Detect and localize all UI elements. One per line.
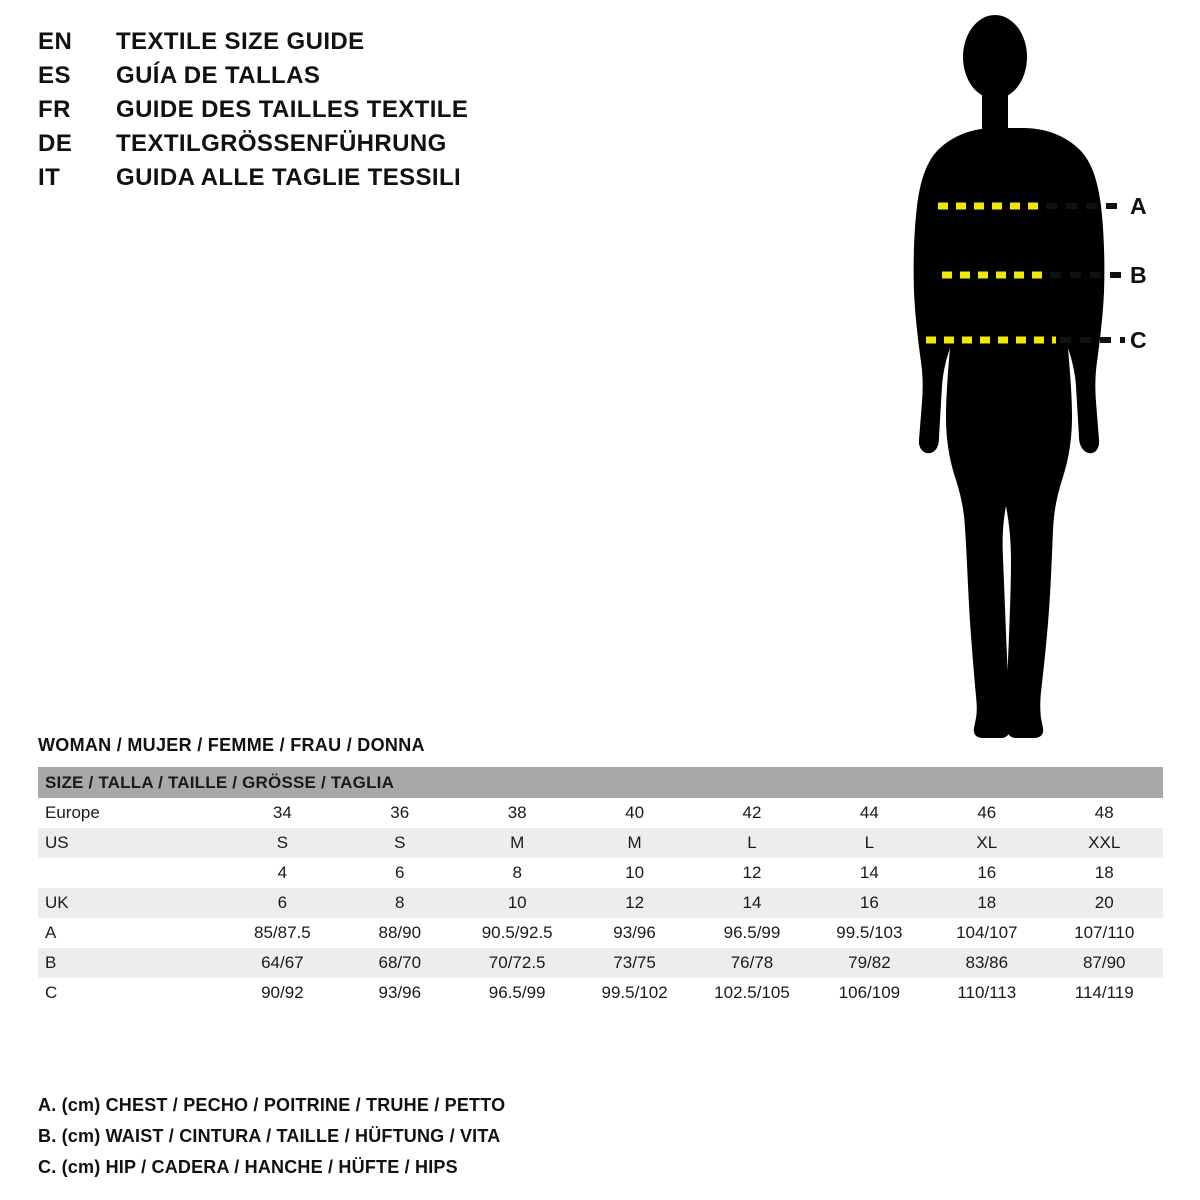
title-text-it: GUIDA ALLE TAGLIE TESSILI <box>116 164 462 191</box>
cell-europe-7: 48 <box>1046 798 1164 828</box>
cell-uk-2: 10 <box>458 888 575 918</box>
cell-usnum-2: 8 <box>458 858 575 888</box>
table-row <box>38 798 1163 828</box>
row-label-europe: Europe <box>38 798 224 828</box>
cell-us-0: S <box>224 828 341 858</box>
footnote-c: C. (cm) HIP / CADERA / HANCHE / HÜFTE / HIPS <box>38 1157 458 1177</box>
marker-label-b: B <box>1130 262 1147 288</box>
cell-b-3: 73/75 <box>576 948 693 978</box>
cell-uk-1: 8 <box>341 888 458 918</box>
cell-a-2: 90.5/92.5 <box>458 918 575 948</box>
cell-c-1: 93/96 <box>341 978 458 1008</box>
cell-b-7: 87/90 <box>1046 948 1164 978</box>
cell-a-7: 107/110 <box>1046 918 1164 948</box>
title-lang-es: ES <box>38 62 72 89</box>
cell-us-3: M <box>576 828 693 858</box>
cell-b-5: 79/82 <box>811 948 928 978</box>
cell-c-4: 102.5/105 <box>693 978 810 1008</box>
title-block <box>38 28 658 198</box>
measurement-figure <box>860 10 1190 750</box>
title-text-de: TEXTILGRÖSSENFÜHRUNG <box>116 130 447 157</box>
cell-b-4: 76/78 <box>693 948 810 978</box>
title-text-fr: GUIDE DES TAILLES TEXTILE <box>116 96 469 123</box>
title-row-es <box>38 62 658 96</box>
table-header-row <box>38 767 1163 798</box>
cell-us-4: L <box>693 828 810 858</box>
cell-usnum-7: 18 <box>1046 858 1164 888</box>
marker-label-a: A <box>1130 193 1147 219</box>
cell-uk-3: 12 <box>576 888 693 918</box>
title-lang-it: IT <box>38 164 61 191</box>
footnote-a: A. (cm) CHEST / PECHO / POITRINE / TRUHE / PETTO <box>38 1095 506 1115</box>
cell-europe-5: 44 <box>811 798 928 828</box>
row-label-a: A <box>38 918 224 948</box>
title-row-en <box>38 28 658 62</box>
row-label-us-numeric <box>38 858 224 888</box>
row-label-us: US <box>38 828 224 858</box>
cell-europe-4: 42 <box>693 798 810 828</box>
cell-europe-1: 36 <box>341 798 458 828</box>
cell-a-6: 104/107 <box>928 918 1045 948</box>
female-silhouette-icon <box>860 10 1190 750</box>
footnotes <box>38 1090 938 1183</box>
cell-us-2: M <box>458 828 575 858</box>
cell-b-6: 83/86 <box>928 948 1045 978</box>
cell-c-2: 96.5/99 <box>458 978 575 1008</box>
cell-us-1: S <box>341 828 458 858</box>
cell-us-7: XXL <box>1046 828 1164 858</box>
cell-a-3: 93/96 <box>576 918 693 948</box>
cell-a-1: 88/90 <box>341 918 458 948</box>
cell-uk-5: 16 <box>811 888 928 918</box>
cell-usnum-6: 16 <box>928 858 1045 888</box>
table-header-cell: SIZE / TALLA / TAILLE / GRÖSSE / TAGLIA <box>38 767 1163 798</box>
cell-c-3: 99.5/102 <box>576 978 693 1008</box>
title-text-en: TEXTILE SIZE GUIDE <box>116 28 365 55</box>
size-table-section <box>38 735 1163 1008</box>
cell-europe-6: 46 <box>928 798 1045 828</box>
cell-a-0: 85/87.5 <box>224 918 341 948</box>
cell-europe-2: 38 <box>458 798 575 828</box>
title-lang-en: EN <box>38 28 73 55</box>
cell-b-0: 64/67 <box>224 948 341 978</box>
row-label-c: C <box>38 978 224 1008</box>
footnote-b: B. (cm) WAIST / CINTURA / TAILLE / HÜFTUNG / VITA <box>38 1126 501 1146</box>
row-label-uk: UK <box>38 888 224 918</box>
cell-uk-4: 14 <box>693 888 810 918</box>
cell-b-1: 68/70 <box>341 948 458 978</box>
marker-label-c: C <box>1130 327 1147 353</box>
cell-uk-0: 6 <box>224 888 341 918</box>
size-table <box>38 767 1163 1008</box>
cell-usnum-4: 12 <box>693 858 810 888</box>
cell-c-5: 106/109 <box>811 978 928 1008</box>
cell-usnum-5: 14 <box>811 858 928 888</box>
title-row-it <box>38 164 658 198</box>
title-lang-fr: FR <box>38 96 71 123</box>
table-row <box>38 948 1163 978</box>
row-label-b: B <box>38 948 224 978</box>
cell-usnum-3: 10 <box>576 858 693 888</box>
cell-c-6: 110/113 <box>928 978 1045 1008</box>
title-row-fr <box>38 96 658 130</box>
cell-usnum-1: 6 <box>341 858 458 888</box>
table-row <box>38 858 1163 888</box>
table-row <box>38 828 1163 858</box>
table-row <box>38 888 1163 918</box>
cell-uk-6: 18 <box>928 888 1045 918</box>
cell-us-5: L <box>811 828 928 858</box>
cell-b-2: 70/72.5 <box>458 948 575 978</box>
title-text-es: GUÍA DE TALLAS <box>116 62 321 89</box>
cell-europe-0: 34 <box>224 798 341 828</box>
table-caption: WOMAN / MUJER / FEMME / FRAU / DONNA <box>38 735 425 755</box>
table-row <box>38 918 1163 948</box>
cell-europe-3: 40 <box>576 798 693 828</box>
cell-us-6: XL <box>928 828 1045 858</box>
cell-c-7: 114/119 <box>1046 978 1164 1008</box>
cell-uk-7: 20 <box>1046 888 1164 918</box>
title-row-de <box>38 130 658 164</box>
table-row <box>38 978 1163 1008</box>
cell-a-4: 96.5/99 <box>693 918 810 948</box>
cell-a-5: 99.5/103 <box>811 918 928 948</box>
title-lang-de: DE <box>38 130 73 157</box>
cell-c-0: 90/92 <box>224 978 341 1008</box>
cell-usnum-0: 4 <box>224 858 341 888</box>
